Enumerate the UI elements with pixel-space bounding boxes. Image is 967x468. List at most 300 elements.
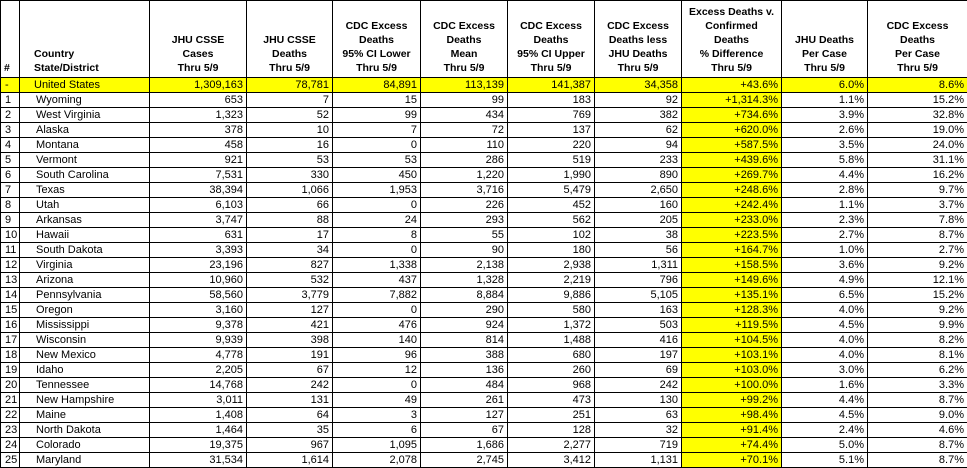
cell-jhu-per-case: 1.1% xyxy=(782,198,868,213)
table-row xyxy=(1,378,967,393)
cell-jhu-deaths: 17 xyxy=(247,228,333,243)
cell-cdc-upper: 128 xyxy=(508,423,595,438)
header-pct-difference xyxy=(682,1,782,78)
cell-country: Idaho xyxy=(20,363,150,378)
cell-cdc-lower: 53 xyxy=(333,153,421,168)
cell-jhu-deaths: 67 xyxy=(247,363,333,378)
table-body xyxy=(1,78,967,468)
cell-jhu-per-case: 4.9% xyxy=(782,273,868,288)
cell-pct-difference: +1,314.3% xyxy=(682,93,782,108)
cell-jhu-deaths: 532 xyxy=(247,273,333,288)
cell-jhu-cases: 378 xyxy=(150,123,247,138)
cell-index: 12 xyxy=(1,258,20,273)
header-line: JHU CSSE xyxy=(263,34,316,46)
header-cdc-less-jhu xyxy=(595,1,682,78)
cell-cdc-lower: 24 xyxy=(333,213,421,228)
header-line: CDC Excess xyxy=(346,20,408,32)
cell-cdc-upper: 1,372 xyxy=(508,318,595,333)
cell-jhu-per-case: 5.8% xyxy=(782,153,868,168)
cell-cdc-less-jhu: 197 xyxy=(595,348,682,363)
cell-country: Colorado xyxy=(20,438,150,453)
cell-cdc-lower: 6 xyxy=(333,423,421,438)
header-line: Deaths less xyxy=(609,34,667,46)
cell-cdc-upper: 680 xyxy=(508,348,595,363)
cell-cdc-per-case: 8.7% xyxy=(868,438,967,453)
cell-country: Wyoming xyxy=(20,93,150,108)
cell-pct-difference: +620.0% xyxy=(682,123,782,138)
cell-jhu-deaths: 7 xyxy=(247,93,333,108)
cell-pct-difference: +242.4% xyxy=(682,198,782,213)
table-row xyxy=(1,258,967,273)
cell-jhu-deaths: 3,779 xyxy=(247,288,333,303)
cell-jhu-deaths: 1,614 xyxy=(247,453,333,468)
cell-pct-difference: +128.3% xyxy=(682,303,782,318)
cell-cdc-mean: 99 xyxy=(421,93,508,108)
table-row xyxy=(1,123,967,138)
header-line: Deaths xyxy=(272,48,307,60)
cell-cdc-mean: 2,138 xyxy=(421,258,508,273)
cell-country: Arkansas xyxy=(20,213,150,228)
cell-index: 5 xyxy=(1,153,20,168)
cell-jhu-cases: 38,394 xyxy=(150,183,247,198)
cell-index: - xyxy=(1,78,20,93)
cell-jhu-cases: 7,531 xyxy=(150,168,247,183)
cell-cdc-less-jhu: 1,131 xyxy=(595,453,682,468)
header-cdc-per-case xyxy=(868,1,967,78)
header-line: Deaths xyxy=(714,34,749,46)
cell-jhu-cases: 58,560 xyxy=(150,288,247,303)
cell-cdc-mean: 286 xyxy=(421,153,508,168)
cell-cdc-mean: 2,745 xyxy=(421,453,508,468)
header-line: 95% CI Upper xyxy=(517,48,585,60)
cell-jhu-per-case: 1.0% xyxy=(782,243,868,258)
cell-cdc-mean: 388 xyxy=(421,348,508,363)
header-line: Thru 5/9 xyxy=(897,62,938,74)
cell-cdc-lower: 476 xyxy=(333,318,421,333)
cell-cdc-upper: 2,219 xyxy=(508,273,595,288)
cell-jhu-deaths: 34 xyxy=(247,243,333,258)
cell-cdc-per-case: 9.7% xyxy=(868,183,967,198)
cell-index: 7 xyxy=(1,183,20,198)
cell-pct-difference: +149.6% xyxy=(682,273,782,288)
cell-pct-difference: +70.1% xyxy=(682,453,782,468)
header-line: Deaths xyxy=(533,34,568,46)
cell-jhu-cases: 2,205 xyxy=(150,363,247,378)
cell-jhu-cases: 1,464 xyxy=(150,423,247,438)
cell-cdc-less-jhu: 163 xyxy=(595,303,682,318)
cell-cdc-upper: 180 xyxy=(508,243,595,258)
table-row xyxy=(1,303,967,318)
cell-cdc-mean: 1,686 xyxy=(421,438,508,453)
cell-cdc-upper: 2,938 xyxy=(508,258,595,273)
cell-cdc-less-jhu: 233 xyxy=(595,153,682,168)
header-line: Confirmed xyxy=(705,20,758,32)
header-line: JHU Deaths xyxy=(795,34,854,46)
header-line: Thru 5/9 xyxy=(269,62,310,74)
cell-jhu-deaths: 88 xyxy=(247,213,333,228)
cell-cdc-per-case: 8.6% xyxy=(868,78,967,93)
cell-cdc-less-jhu: 242 xyxy=(595,378,682,393)
header-index: # xyxy=(1,1,20,78)
cell-cdc-mean: 72 xyxy=(421,123,508,138)
cell-index: 3 xyxy=(1,123,20,138)
cell-cdc-upper: 452 xyxy=(508,198,595,213)
cell-cdc-lower: 3 xyxy=(333,408,421,423)
header-country xyxy=(20,1,150,78)
cell-cdc-mean: 136 xyxy=(421,363,508,378)
cell-pct-difference: +43.6% xyxy=(682,78,782,93)
cell-cdc-lower: 0 xyxy=(333,303,421,318)
cell-jhu-cases: 1,309,163 xyxy=(150,78,247,93)
table-row-total xyxy=(1,78,967,93)
cell-jhu-per-case: 3.9% xyxy=(782,108,868,123)
cell-country: Alaska xyxy=(20,123,150,138)
header-line: 95% CI Lower xyxy=(342,48,410,60)
cell-jhu-per-case: 4.5% xyxy=(782,318,868,333)
cell-cdc-less-jhu: 890 xyxy=(595,168,682,183)
cell-cdc-upper: 251 xyxy=(508,408,595,423)
cell-jhu-deaths: 1,066 xyxy=(247,183,333,198)
cell-jhu-deaths: 52 xyxy=(247,108,333,123)
cell-index: 18 xyxy=(1,348,20,363)
cell-cdc-less-jhu: 503 xyxy=(595,318,682,333)
cell-cdc-lower: 437 xyxy=(333,273,421,288)
cell-country: Oregon xyxy=(20,303,150,318)
cell-jhu-per-case: 4.0% xyxy=(782,333,868,348)
cell-jhu-per-case: 4.0% xyxy=(782,303,868,318)
header-line: Per Case xyxy=(802,48,847,60)
table-row xyxy=(1,273,967,288)
cell-cdc-per-case: 9.2% xyxy=(868,303,967,318)
cell-cdc-per-case: 8.1% xyxy=(868,348,967,363)
table-row xyxy=(1,363,967,378)
cell-jhu-per-case: 6.5% xyxy=(782,288,868,303)
cell-country: Texas xyxy=(20,183,150,198)
cell-country: Mississippi xyxy=(20,318,150,333)
table-row xyxy=(1,138,967,153)
cell-jhu-cases: 6,103 xyxy=(150,198,247,213)
cell-cdc-lower: 84,891 xyxy=(333,78,421,93)
cell-cdc-mean: 226 xyxy=(421,198,508,213)
cell-jhu-cases: 31,534 xyxy=(150,453,247,468)
cell-cdc-less-jhu: 94 xyxy=(595,138,682,153)
header-line: Thru 5/9 xyxy=(531,62,572,74)
cell-cdc-per-case: 9.2% xyxy=(868,258,967,273)
header-line: Thru 5/9 xyxy=(178,62,219,74)
header-line: Deaths xyxy=(900,34,935,46)
cell-jhu-per-case: 2.7% xyxy=(782,228,868,243)
cell-jhu-cases: 3,160 xyxy=(150,303,247,318)
cell-cdc-mean: 55 xyxy=(421,228,508,243)
cell-pct-difference: +164.7% xyxy=(682,243,782,258)
cell-jhu-deaths: 330 xyxy=(247,168,333,183)
cell-pct-difference: +98.4% xyxy=(682,408,782,423)
cell-cdc-mean: 110 xyxy=(421,138,508,153)
cell-cdc-upper: 183 xyxy=(508,93,595,108)
table-row xyxy=(1,198,967,213)
cell-jhu-cases: 1,323 xyxy=(150,108,247,123)
header-cdc-mean xyxy=(421,1,508,78)
table-row xyxy=(1,183,967,198)
cell-index: 24 xyxy=(1,438,20,453)
cell-cdc-lower: 15 xyxy=(333,93,421,108)
cell-jhu-deaths: 64 xyxy=(247,408,333,423)
cell-index: 17 xyxy=(1,333,20,348)
cell-index: 6 xyxy=(1,168,20,183)
cell-jhu-deaths: 967 xyxy=(247,438,333,453)
cell-index: 15 xyxy=(1,303,20,318)
cell-cdc-lower: 1,953 xyxy=(333,183,421,198)
cell-cdc-lower: 1,095 xyxy=(333,438,421,453)
header-line: JHU Deaths xyxy=(609,48,668,60)
cell-cdc-per-case: 24.0% xyxy=(868,138,967,153)
table-row xyxy=(1,408,967,423)
cell-jhu-deaths: 191 xyxy=(247,348,333,363)
cell-cdc-per-case: 3.3% xyxy=(868,378,967,393)
cell-jhu-per-case: 2.8% xyxy=(782,183,868,198)
header-line: Per Case xyxy=(895,48,940,60)
cell-country: New Mexico xyxy=(20,348,150,363)
cell-cdc-upper: 9,886 xyxy=(508,288,595,303)
cell-country: South Carolina xyxy=(20,168,150,183)
cell-cdc-mean: 127 xyxy=(421,408,508,423)
cell-country: Wisconsin xyxy=(20,333,150,348)
cell-jhu-deaths: 35 xyxy=(247,423,333,438)
cell-index: 23 xyxy=(1,423,20,438)
header-line: CDC Excess xyxy=(520,20,582,32)
header-cdc-lower xyxy=(333,1,421,78)
cell-cdc-less-jhu: 69 xyxy=(595,363,682,378)
table-row xyxy=(1,228,967,243)
cell-pct-difference: +91.4% xyxy=(682,423,782,438)
cell-jhu-deaths: 127 xyxy=(247,303,333,318)
cell-pct-difference: +104.5% xyxy=(682,333,782,348)
cell-cdc-less-jhu: 205 xyxy=(595,213,682,228)
cell-index: 20 xyxy=(1,378,20,393)
cell-cdc-less-jhu: 1,311 xyxy=(595,258,682,273)
cell-cdc-upper: 2,277 xyxy=(508,438,595,453)
cell-jhu-cases: 19,375 xyxy=(150,438,247,453)
table-row xyxy=(1,348,967,363)
header-cdc-upper xyxy=(508,1,595,78)
cell-jhu-deaths: 53 xyxy=(247,153,333,168)
table-row xyxy=(1,333,967,348)
cell-jhu-deaths: 242 xyxy=(247,378,333,393)
cell-cdc-lower: 1,338 xyxy=(333,258,421,273)
cell-jhu-per-case: 5.0% xyxy=(782,438,868,453)
cell-jhu-cases: 1,408 xyxy=(150,408,247,423)
cell-cdc-upper: 1,488 xyxy=(508,333,595,348)
table-row xyxy=(1,213,967,228)
cell-jhu-deaths: 16 xyxy=(247,138,333,153)
cell-pct-difference: +99.2% xyxy=(682,393,782,408)
cell-jhu-per-case: 3.6% xyxy=(782,258,868,273)
cell-jhu-deaths: 827 xyxy=(247,258,333,273)
cell-jhu-cases: 3,011 xyxy=(150,393,247,408)
cell-cdc-upper: 3,412 xyxy=(508,453,595,468)
cell-jhu-cases: 921 xyxy=(150,153,247,168)
header-line: Thru 5/9 xyxy=(444,62,485,74)
cell-index: 19 xyxy=(1,363,20,378)
cell-cdc-per-case: 8.7% xyxy=(868,228,967,243)
cell-cdc-lower: 7,882 xyxy=(333,288,421,303)
cell-cdc-lower: 0 xyxy=(333,198,421,213)
cell-country: Vermont xyxy=(20,153,150,168)
cell-jhu-cases: 3,393 xyxy=(150,243,247,258)
cell-country: Montana xyxy=(20,138,150,153)
cell-pct-difference: +233.0% xyxy=(682,213,782,228)
cell-pct-difference: +248.6% xyxy=(682,183,782,198)
cell-cdc-per-case: 32.8% xyxy=(868,108,967,123)
cell-cdc-upper: 473 xyxy=(508,393,595,408)
cell-pct-difference: +158.5% xyxy=(682,258,782,273)
cell-cdc-per-case: 9.0% xyxy=(868,408,967,423)
cell-pct-difference: +439.6% xyxy=(682,153,782,168)
header-line: Thru 5/9 xyxy=(711,62,752,74)
cell-pct-difference: +223.5% xyxy=(682,228,782,243)
cell-pct-difference: +103.1% xyxy=(682,348,782,363)
cell-cdc-lower: 8 xyxy=(333,228,421,243)
cell-cdc-mean: 90 xyxy=(421,243,508,258)
cell-pct-difference: +135.1% xyxy=(682,288,782,303)
cell-jhu-per-case: 2.3% xyxy=(782,213,868,228)
cell-cdc-mean: 261 xyxy=(421,393,508,408)
header-line: Cases xyxy=(183,48,214,60)
header-jhu-deaths xyxy=(247,1,333,78)
header-line: Deaths xyxy=(359,34,394,46)
cell-cdc-mean: 8,884 xyxy=(421,288,508,303)
cell-jhu-cases: 10,960 xyxy=(150,273,247,288)
header-line: % Difference xyxy=(700,48,764,60)
cell-cdc-mean: 484 xyxy=(421,378,508,393)
cell-cdc-per-case: 4.6% xyxy=(868,423,967,438)
cell-cdc-upper: 562 xyxy=(508,213,595,228)
cell-cdc-mean: 434 xyxy=(421,108,508,123)
cell-country: Virginia xyxy=(20,258,150,273)
cell-cdc-mean: 113,139 xyxy=(421,78,508,93)
header-line: Thru 5/9 xyxy=(618,62,659,74)
header-line: Thru 5/9 xyxy=(804,62,845,74)
cell-jhu-per-case: 2.6% xyxy=(782,123,868,138)
cell-cdc-mean: 3,716 xyxy=(421,183,508,198)
cell-index: 13 xyxy=(1,273,20,288)
cell-jhu-deaths: 78,781 xyxy=(247,78,333,93)
cell-jhu-deaths: 421 xyxy=(247,318,333,333)
cell-cdc-lower: 140 xyxy=(333,333,421,348)
cell-cdc-upper: 5,479 xyxy=(508,183,595,198)
cell-pct-difference: +269.7% xyxy=(682,168,782,183)
header-line: Excess Deaths v. xyxy=(689,6,774,18)
cell-cdc-per-case: 8.2% xyxy=(868,333,967,348)
cell-cdc-per-case: 19.0% xyxy=(868,123,967,138)
cell-jhu-cases: 9,378 xyxy=(150,318,247,333)
cell-jhu-deaths: 10 xyxy=(247,123,333,138)
cell-cdc-upper: 137 xyxy=(508,123,595,138)
cell-cdc-per-case: 12.1% xyxy=(868,273,967,288)
cell-country: Tennessee xyxy=(20,378,150,393)
cell-cdc-per-case: 8.7% xyxy=(868,393,967,408)
cell-jhu-deaths: 131 xyxy=(247,393,333,408)
cell-index: 25 xyxy=(1,453,20,468)
cell-cdc-less-jhu: 32 xyxy=(595,423,682,438)
cell-jhu-per-case: 4.5% xyxy=(782,408,868,423)
cell-cdc-lower: 450 xyxy=(333,168,421,183)
cell-country: United States xyxy=(20,78,150,93)
cell-jhu-per-case: 1.1% xyxy=(782,93,868,108)
cell-cdc-per-case: 7.8% xyxy=(868,213,967,228)
cell-cdc-less-jhu: 719 xyxy=(595,438,682,453)
cell-jhu-per-case: 3.5% xyxy=(782,138,868,153)
cell-cdc-less-jhu: 160 xyxy=(595,198,682,213)
cell-cdc-lower: 49 xyxy=(333,393,421,408)
cell-index: 1 xyxy=(1,93,20,108)
cell-index: 8 xyxy=(1,198,20,213)
header-line: Thru 5/9 xyxy=(356,62,397,74)
header-line: Mean xyxy=(451,48,478,60)
cell-index: 16 xyxy=(1,318,20,333)
header-jhu-cases xyxy=(150,1,247,78)
cell-cdc-per-case: 9.9% xyxy=(868,318,967,333)
cell-jhu-cases: 4,778 xyxy=(150,348,247,363)
cell-jhu-per-case: 1.6% xyxy=(782,378,868,393)
cell-country: Maine xyxy=(20,408,150,423)
cell-jhu-per-case: 2.4% xyxy=(782,423,868,438)
cell-cdc-mean: 1,220 xyxy=(421,168,508,183)
cell-index: 2 xyxy=(1,108,20,123)
cell-jhu-cases: 631 xyxy=(150,228,247,243)
cell-country: South Dakota xyxy=(20,243,150,258)
cell-cdc-per-case: 3.7% xyxy=(868,198,967,213)
header-line: State/District xyxy=(34,62,99,74)
cell-cdc-mean: 924 xyxy=(421,318,508,333)
table-row xyxy=(1,453,967,468)
cell-pct-difference: +587.5% xyxy=(682,138,782,153)
header-line: CDC Excess xyxy=(607,20,669,32)
cell-cdc-less-jhu: 5,105 xyxy=(595,288,682,303)
cell-cdc-less-jhu: 62 xyxy=(595,123,682,138)
cell-jhu-per-case: 4.0% xyxy=(782,348,868,363)
cell-cdc-upper: 141,387 xyxy=(508,78,595,93)
cell-jhu-per-case: 3.0% xyxy=(782,363,868,378)
table-row xyxy=(1,108,967,123)
cell-jhu-per-case: 4.4% xyxy=(782,168,868,183)
cell-cdc-upper: 260 xyxy=(508,363,595,378)
cell-cdc-upper: 769 xyxy=(508,108,595,123)
cell-cdc-per-case: 31.1% xyxy=(868,153,967,168)
cell-country: Maryland xyxy=(20,453,150,468)
cell-cdc-lower: 7 xyxy=(333,123,421,138)
cell-cdc-less-jhu: 2,650 xyxy=(595,183,682,198)
cell-cdc-per-case: 8.7% xyxy=(868,453,967,468)
cell-country: North Dakota xyxy=(20,423,150,438)
cell-cdc-less-jhu: 796 xyxy=(595,273,682,288)
cell-pct-difference: +103.0% xyxy=(682,363,782,378)
cell-jhu-cases: 9,939 xyxy=(150,333,247,348)
table-row xyxy=(1,288,967,303)
cell-index: 11 xyxy=(1,243,20,258)
cell-jhu-cases: 653 xyxy=(150,93,247,108)
cell-country: Arizona xyxy=(20,273,150,288)
cell-cdc-mean: 290 xyxy=(421,303,508,318)
cell-cdc-lower: 99 xyxy=(333,108,421,123)
cell-pct-difference: +74.4% xyxy=(682,438,782,453)
cell-index: 9 xyxy=(1,213,20,228)
cell-pct-difference: +734.6% xyxy=(682,108,782,123)
cell-jhu-per-case: 6.0% xyxy=(782,78,868,93)
cell-cdc-less-jhu: 56 xyxy=(595,243,682,258)
cell-cdc-upper: 968 xyxy=(508,378,595,393)
cell-country: Pennsylvania xyxy=(20,288,150,303)
